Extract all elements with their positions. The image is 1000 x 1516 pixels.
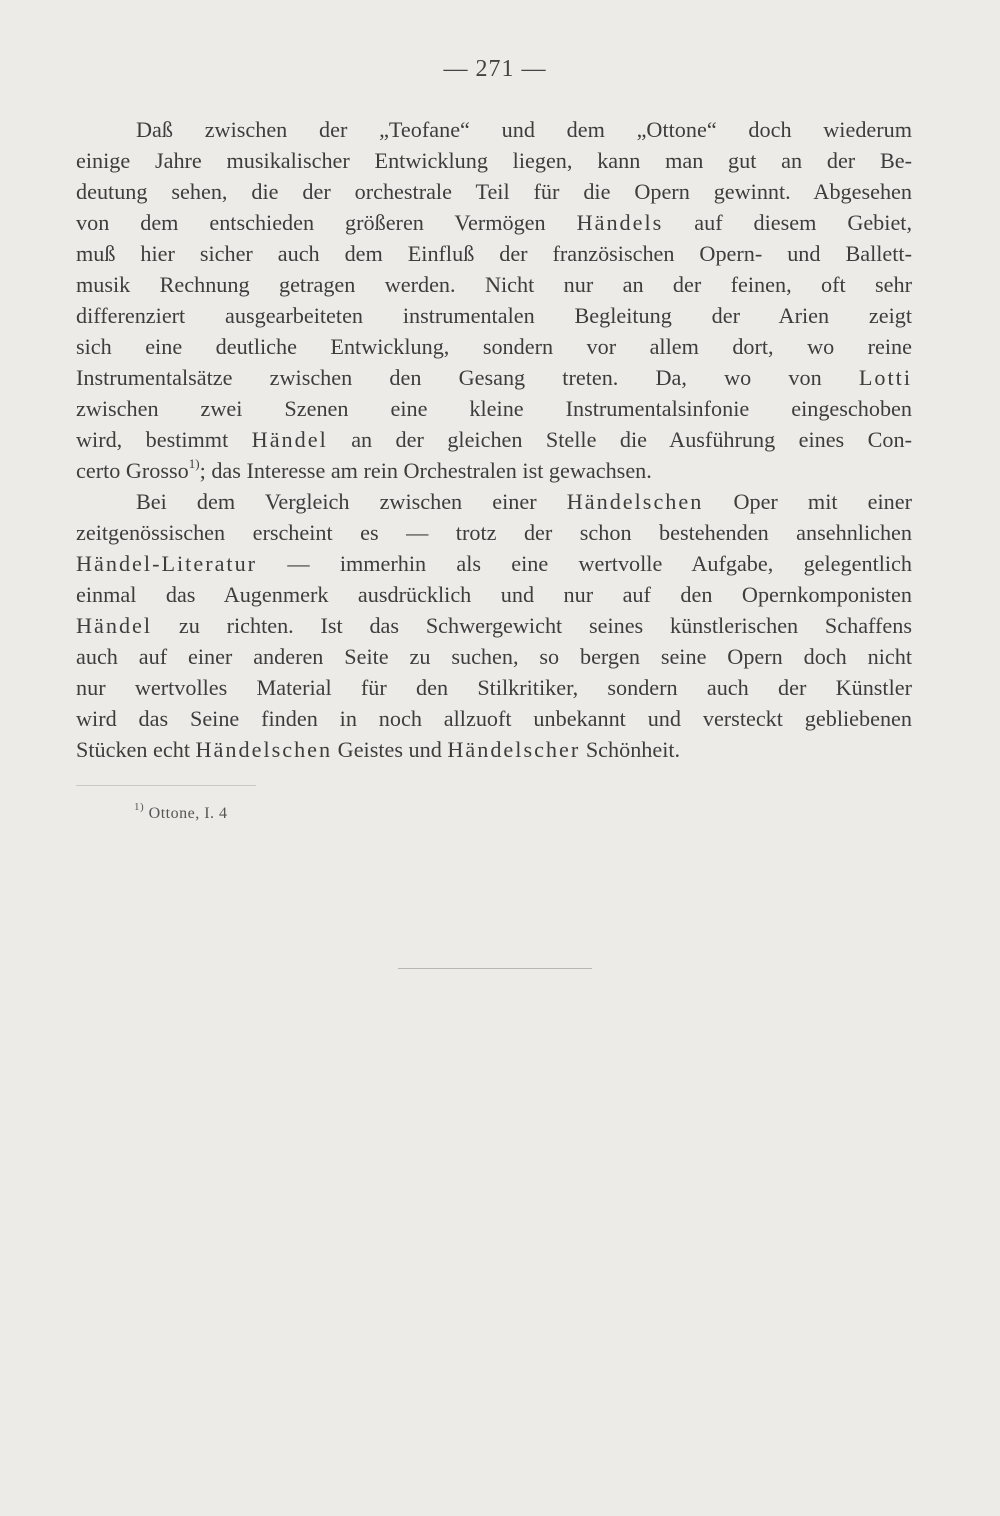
text-line: Händel zu richten. Ist das Schwergewicht seines künstlerischen Schaffens (76, 613, 912, 638)
spaced-name: Händel-Literatur (76, 551, 258, 576)
text-line: Stücken echt Händelschen Geistes und Händelscher Schönheit. (76, 737, 681, 762)
text-line: nur wertvolles Material für den Stilkritiker, sondern auch der Künstler (76, 675, 912, 700)
footnote-separator (76, 785, 256, 786)
footnote (134, 800, 228, 823)
text-line: zeitgenössischen erscheint es — trotz der schon bestehenden ansehnlichen (76, 520, 912, 545)
text-line: Händel-Literatur — immerhin als eine wertvolle Aufgabe, gelegentlich (76, 551, 913, 576)
text-line: wird, bestimmt Händel an der gleichen Stelle die Ausführung eines Con- (76, 427, 913, 452)
section-end-rule (398, 968, 592, 969)
text-line: einmal das Augenmerk ausdrücklich und nur auf den Opernkomponisten (76, 582, 912, 607)
text-line: wird das Seine finden in noch allzuoft unbekannt und versteckt gebliebenen (76, 706, 912, 731)
text-line: zwischen zwei Szenen eine kleine Instrumentalsinfonie eingeschoben (76, 396, 912, 421)
text-line: Instrumentalsätze zwischen den Gesang treten. Da, wo von Lotti (76, 365, 912, 390)
spaced-name: Händel (76, 613, 153, 638)
text-line: muß hier sicher auch dem Einfluß der französischen Opern- und Ballett- (76, 241, 912, 266)
footnote-text: Ottone, I. 4 (148, 805, 228, 822)
paragraph-1 (76, 114, 912, 486)
text-line: von dem entschieden größeren Vermögen Händels auf diesem Gebiet, (76, 210, 913, 235)
text-line: certo Grosso$^{1)}$; das Interesse am rein Orchestralen ist gewachsen. (76, 455, 652, 483)
page-number: — 271 — (443, 56, 547, 82)
paragraph-2 (76, 486, 912, 765)
footnote-reference: 1) (188, 455, 200, 471)
text-line: differenziert ausgearbeiteten instrumentalen Begleitung der Arien zeigt (76, 303, 912, 328)
footnote-marker: 1) (134, 800, 145, 813)
text-line: Bei dem Vergleich zwischen einer Händelschen Oper mit einer (136, 489, 912, 514)
spaced-name: Händelschen (566, 489, 704, 514)
text-line: Daß zwischen der „Teofane“ und dem „Ottone“ doch wiederum (136, 117, 912, 142)
text-line: musik Rechnung getragen werden. Nicht nur an der feinen, oft sehr (76, 272, 912, 297)
spaced-name: Händels (576, 210, 664, 235)
spaced-name: Lotti (858, 365, 912, 390)
spaced-name: Händelschen (195, 737, 333, 762)
spaced-name: Händel (251, 427, 328, 452)
text-line: sich eine deutliche Entwicklung, sondern vor allem dort, wo reine (76, 334, 912, 359)
spaced-name: Händelscher (447, 737, 581, 762)
text-line: auch auf einer anderen Seite zu suchen, so bergen seine Opern doch nicht (76, 644, 912, 669)
body-text (76, 114, 912, 765)
text-line: einige Jahre musikalischer Entwicklung liegen, kann man gut an der Be- (76, 148, 912, 173)
text-line: deutung sehen, die der orchestrale Teil für die Opern gewinnt. Abgesehen (76, 179, 912, 204)
